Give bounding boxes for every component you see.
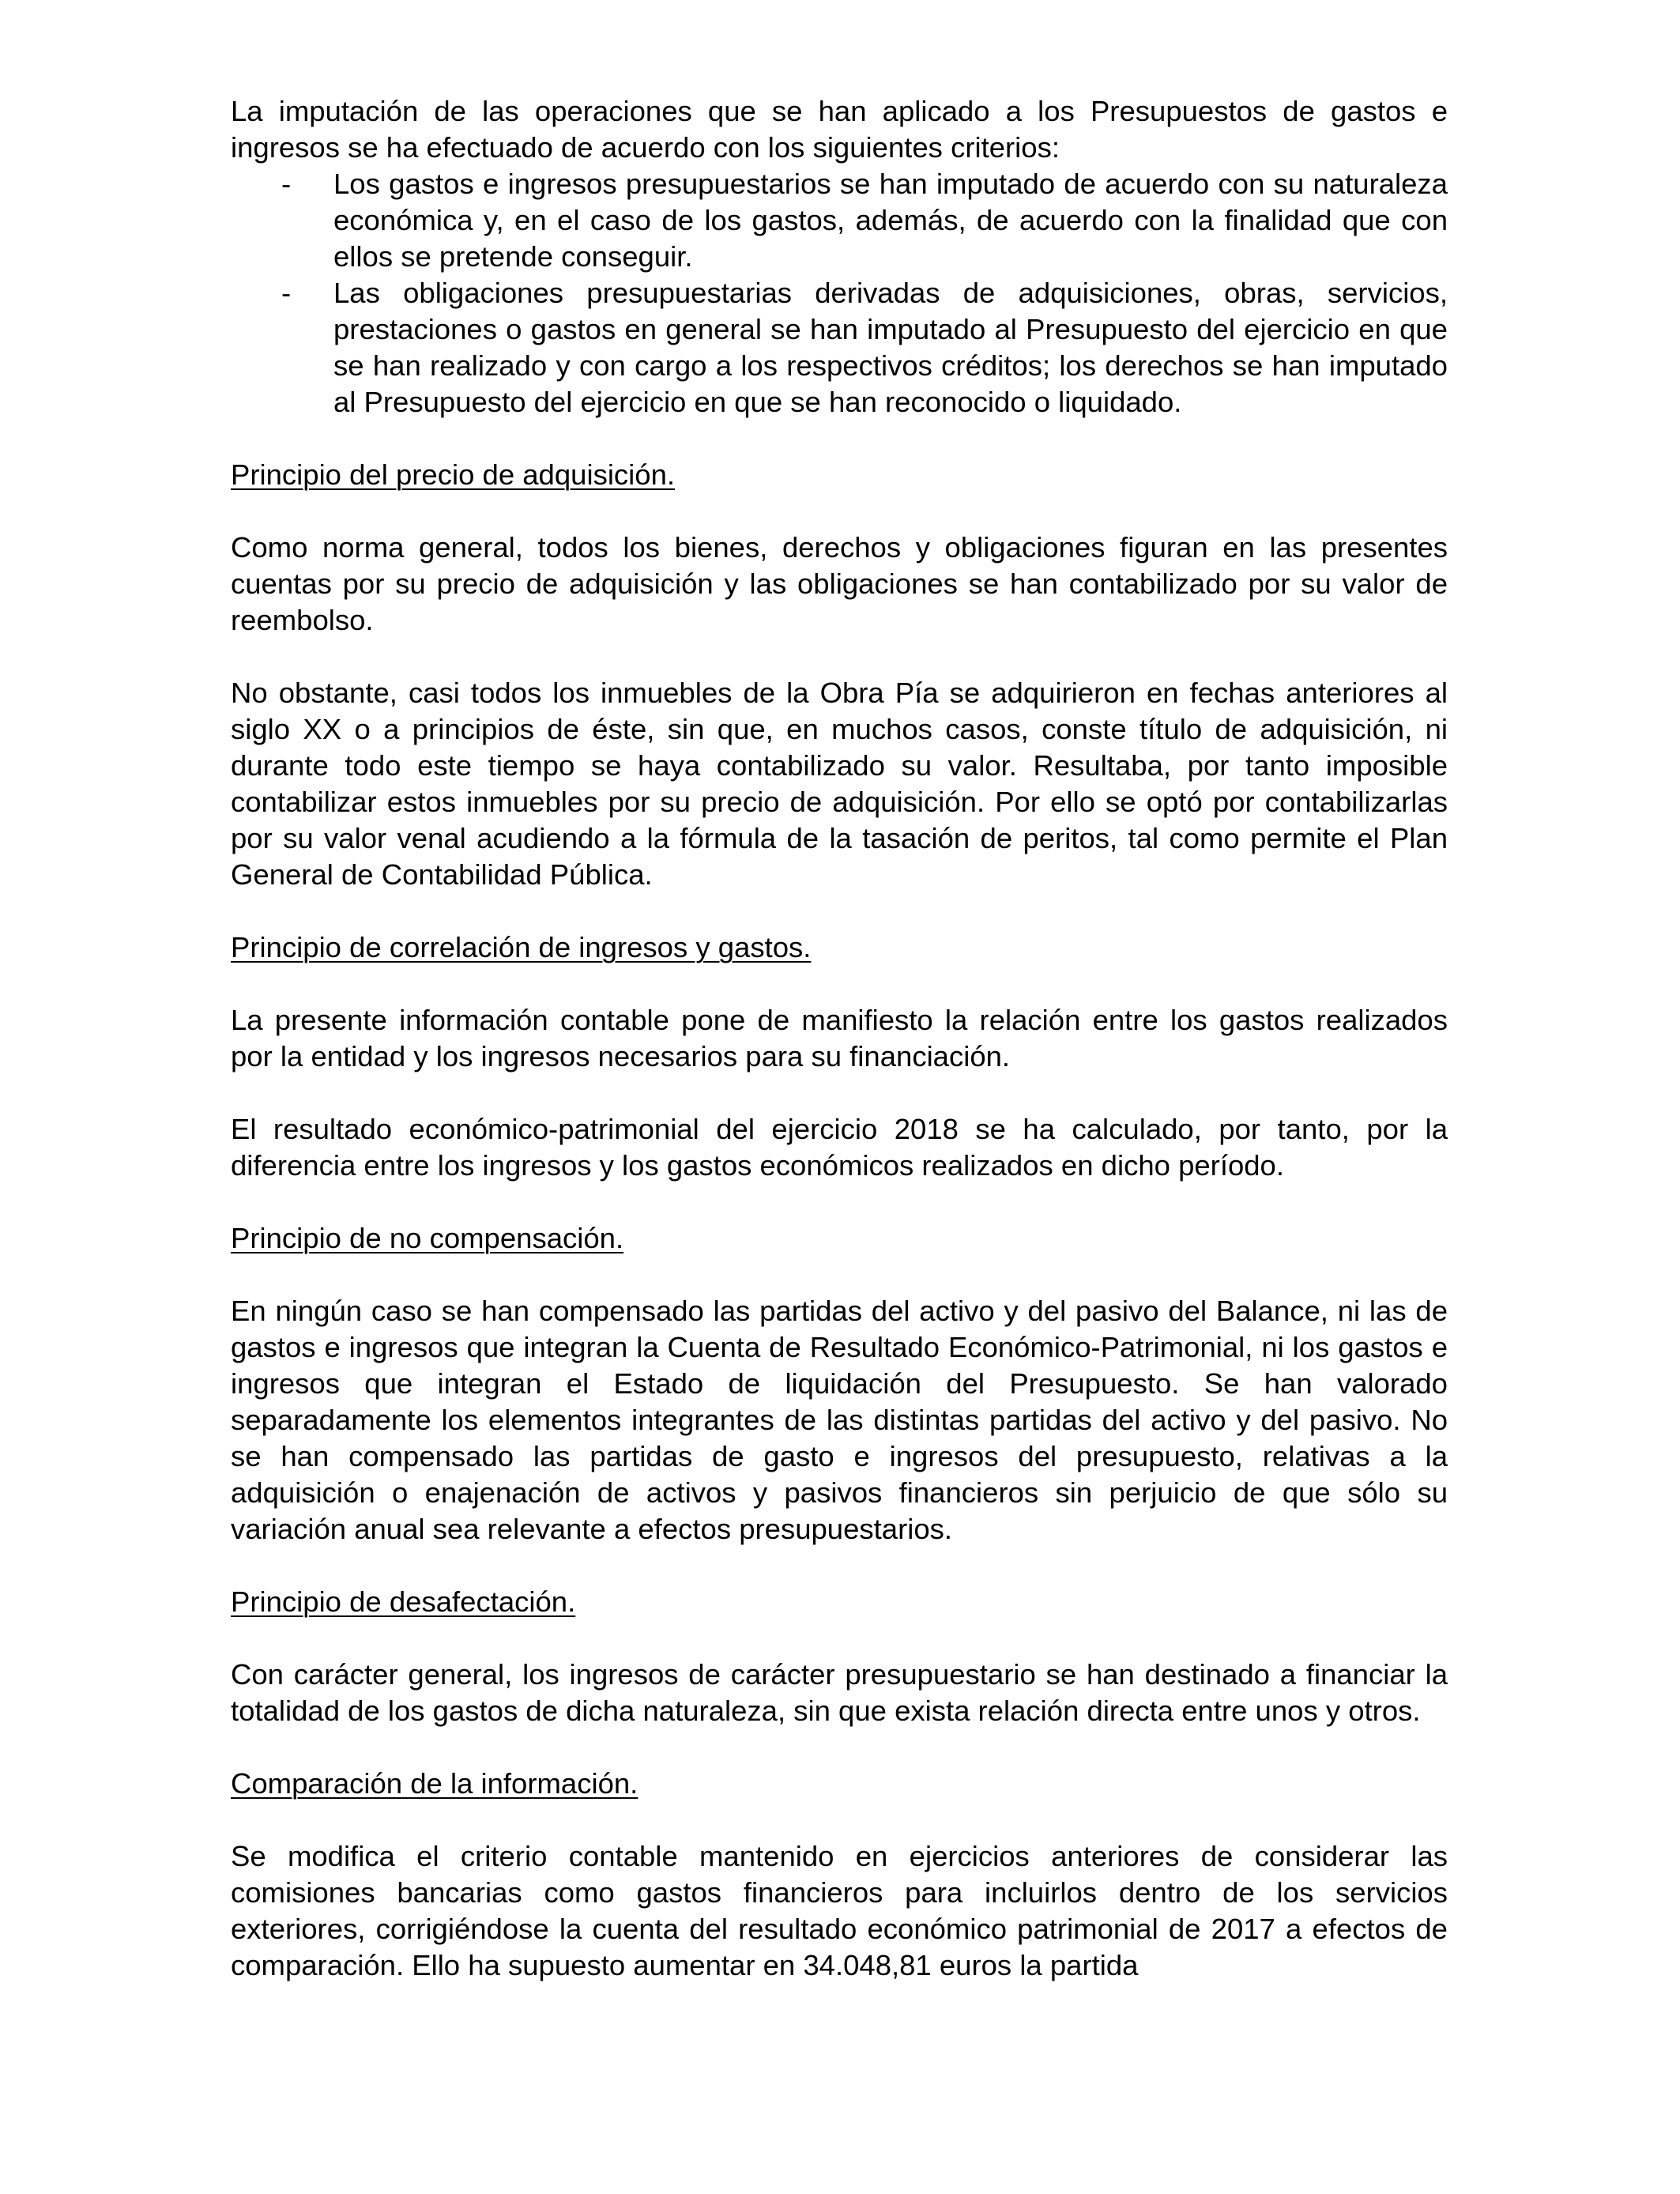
- section-heading-correlacion: Principio de correlación de ingresos y gastos.: [231, 931, 812, 963]
- intro-paragraph: La imputación de las operaciones que se han aplicado a los Presupuestos de gastos e ingresos se ha efectuado de acuerdo con los siguientes criterios:: [231, 95, 1448, 164]
- paragraph: No obstante, casi todos los inmuebles de la Obra Pía se adquirieron en fechas anteriores al siglo XX o a principios de éste, sin que, en muchos casos, conste título de adquisición, ni durante todo este tiempo se haya contabilizado su valor. Resultaba, por tanto imposible contabilizar estos inmuebles por su precio de adquisición. Por ello se optó por contabilizarlas por su valor venal acudiendo a la fórmula de la tasación de peritos, tal como permite el Plan General de Contabilidad Pública.: [231, 677, 1448, 891]
- paragraph: La presente información contable pone de manifiesto la relación entre los gastos realizados por la entidad y los ingresos necesarios para su financiación.: [231, 1004, 1448, 1072]
- criteria-item: [231, 275, 1448, 420]
- criteria-text: Los gastos e ingresos presupuestarios se han imputado de acuerdo con su naturaleza económica y, en el caso de los gastos, además, de acuerdo con la finalidad que con ellos se pretende conseguir.: [333, 168, 1448, 273]
- paragraph: Con carácter general, los ingresos de carácter presupuestario se han destinado a financiar la totalidad de los gastos de dicha naturaleza, sin que exista relación directa entre unos y otros.: [231, 1658, 1448, 1727]
- paragraph: Como norma general, todos los bienes, derechos y obligaciones figuran en las presentes cuentas por su precio de adquisición y las obligaciones se han contabilizado por su valor de reembolso.: [231, 531, 1448, 636]
- paragraph: El resultado económico-patrimonial del ejercicio 2018 se ha calculado, por tanto, por la diferencia entre los ingresos y los gastos económicos realizados en dicho período.: [231, 1113, 1448, 1182]
- section-heading-no-compensacion: Principio de no compensación.: [231, 1222, 624, 1254]
- dash-bullet: -: [281, 277, 292, 309]
- paragraph: En ningún caso se han compensado las partidas del activo y del pasivo del Balance, ni las de gastos e ingresos que integran la Cuenta de Resultado Económico-Patrimonial, ni los gastos e ingresos que integran el Estado de liquidación del Presupuesto. Se han valorado separadamente los elementos integrantes de las distintas partidas del activo y del pasivo. No se han compensado las partidas de gasto e ingresos del presupuesto, relativas a la adquisición o enajenación de activos y pasivos financieros sin perjuicio de que sólo su variación anual sea relevante a efectos presupuestarios.: [231, 1295, 1448, 1545]
- criteria-item: [231, 166, 1448, 275]
- dash-bullet: -: [281, 168, 292, 200]
- section-heading-comparacion: Comparación de la información.: [231, 1767, 638, 1800]
- paragraph: Se modifica el criterio contable mantenido en ejercicios anteriores de considerar las comisiones bancarias como gastos financieros para incluirlos dentro de los servicios exteriores, corrigiéndose la cuenta del resultado económico patrimonial de 2017 a efectos de comparación. Ello ha supuesto aumentar en 34.048,81 euros la partida: [231, 1840, 1448, 1981]
- document-body: [231, 93, 1448, 1984]
- criteria-text: Las obligaciones presupuestarias derivadas de adquisiciones, obras, servicios, prestaciones o gastos en general se han imputado al Presupuesto del ejercicio en que se han realizado y con cargo a los respectivos créditos; los derechos se han imputado al Presupuesto del ejercicio en que se han reconocido o liquidado.: [333, 277, 1448, 418]
- criteria-list: [231, 166, 1448, 420]
- section-heading-precio-adquisicion: Principio del precio de adquisición.: [231, 458, 676, 491]
- section-heading-desafectacion: Principio de desafectación.: [231, 1585, 576, 1618]
